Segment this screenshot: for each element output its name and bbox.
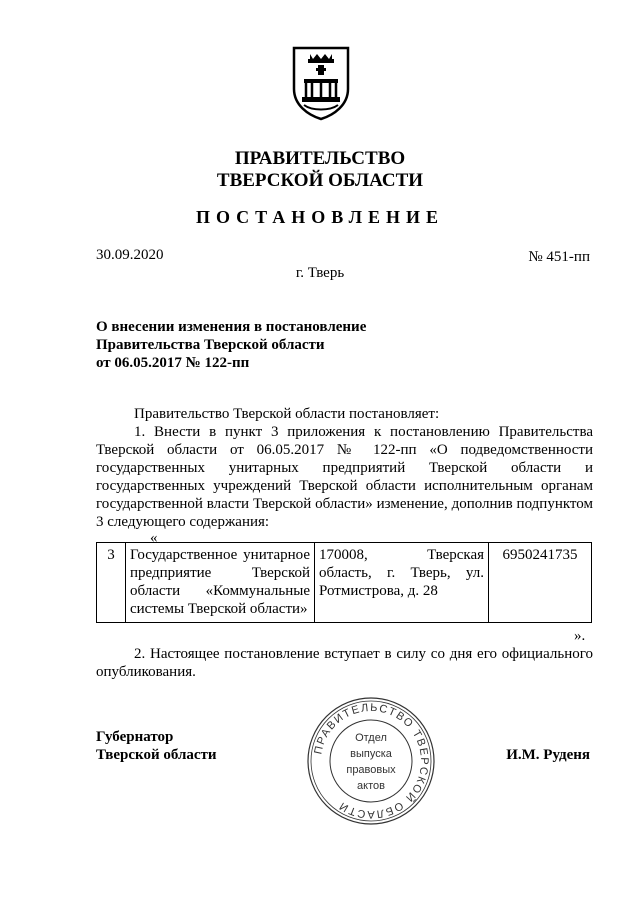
cell-number: 3 [97, 543, 126, 623]
cell-address: 170008, Тверская область, г. Тверь, ул. Ротмистрова, д. 28 [315, 543, 489, 623]
document-number: № 451-пп [528, 249, 590, 265]
item-1-paragraph: 1. Внести в пункт 3 приложения к постановлению Правительства Тверской области от 06.05.2017 № 122-пп «О подведомственности государственных унитарных предприятий Тверской области и государственных учреждений Тверской области исполнительным органам государственной власти Тверской области» изменение, дополнив подпунктом 3 следующего содержания: [96, 424, 593, 530]
quote-open: « [150, 530, 158, 546]
stamp-line1: Отдел [355, 732, 387, 744]
stamp-ring-text: ПРАВИТЕЛЬСТВО ТВЕРСКОЙ ОБЛАСТИ [312, 701, 431, 821]
coat-of-arms-icon [290, 45, 352, 121]
document-subject [96, 318, 366, 372]
signatory-title-line2: Тверской области [96, 747, 217, 763]
subject-line2: Правительства Тверской области [96, 337, 325, 353]
signatory-title [96, 728, 217, 764]
signatory-name: И.М. Руденя [506, 747, 590, 763]
quote-close: ». [574, 628, 586, 644]
document-city: г. Тверь [295, 265, 345, 281]
document-type: ПОСТАНОВЛЕНИЕ [195, 207, 445, 227]
signatory-title-line1: Губернатор [96, 729, 174, 745]
item-2-paragraph: 2. Настоящее постановление вступает в силу со дня его официального опубликования. [96, 646, 593, 680]
stamp-line4: актов [357, 780, 385, 792]
intro-paragraph: Правительство Тверской области постановляет: [134, 406, 440, 422]
insertion-table [96, 542, 592, 623]
cell-inn: 6950241735 [489, 543, 592, 623]
cell-enterprise-name: Государственное унитарное предприятие Тверской области «Коммунальные системы Тверской области» [126, 543, 315, 623]
subject-line3: от 06.05.2017 № 122-пп [96, 355, 250, 371]
table-row [97, 543, 592, 623]
org-name-line2: ТВЕРСКОЙ ОБЛАСТИ [216, 170, 424, 191]
org-name-line1: ПРАВИТЕЛЬСТВО [234, 148, 406, 169]
document-date: 30.09.2020 [96, 247, 164, 263]
official-stamp [305, 695, 437, 827]
subject-line1: О внесении изменения в постановление [96, 319, 367, 335]
stamp-line3: правовых [346, 764, 396, 776]
stamp-line2: выпуска [350, 748, 392, 760]
